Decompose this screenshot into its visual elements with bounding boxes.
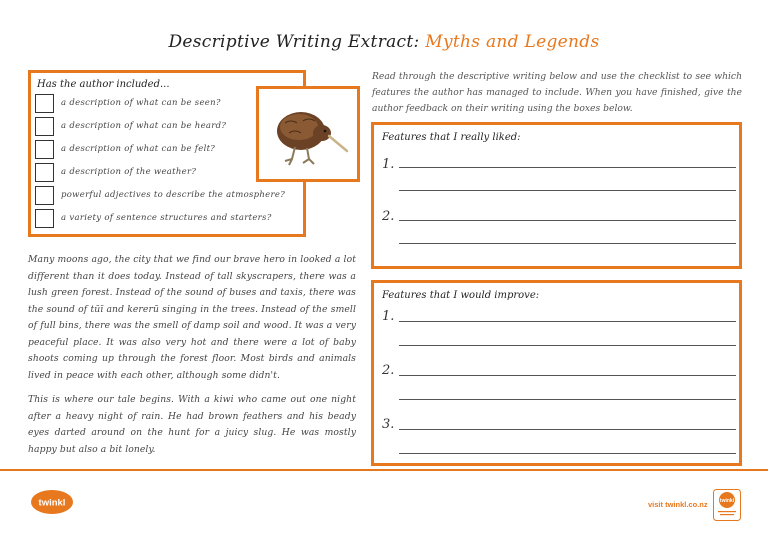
writing-line[interactable] [399,375,736,376]
checkbox[interactable] [35,117,54,136]
line-number: 2. [382,363,395,378]
checkbox[interactable] [35,186,54,205]
writing-line[interactable] [399,345,736,346]
badge-text: twinkl [719,498,735,504]
story-text [28,252,356,466]
story-paragraph: Many moons ago, the city that we find our brave hero in looked a lot different than it does today. Instead of tall skyscrapers, there was a lush green forest. Instead of the sound of buses and taxis, there was the sound of tūī and kererū singing in the trees. Instead of the smell of full bins, there was the smell of damp soil and wood. It was a very peaceful place. It was also very hot and there were a lot of baby shoots coming up through the forest floor. Most birds and animals lived in peace with each other, although some didn't. [28,254,356,381]
checklist-item-label: a description of what can be seen? [61,98,221,108]
line-number: 3. [382,417,395,432]
line-number: 1. [382,157,395,172]
line-number: 2. [382,209,395,224]
writing-line[interactable] [399,453,736,454]
improve-title: Features that I would improve: [382,290,540,301]
writing-line[interactable] [399,321,736,322]
writing-line[interactable] [399,167,736,168]
writing-line[interactable] [399,429,736,430]
checklist-item-label: a description of what can be heard? [61,121,227,131]
checkbox[interactable] [35,209,54,228]
liked-title: Features that I really liked: [382,132,521,143]
visit-link[interactable]: visit twinkl.co.nz [648,500,708,509]
checklist-item-label: a variety of sentence structures and starters? [61,213,272,223]
kiwi-picture [256,86,360,182]
checkbox[interactable] [35,140,54,159]
title-main: Descriptive Writing Extract: [168,32,420,52]
twinkl-logo[interactable] [30,488,74,515]
writing-line[interactable] [399,243,736,244]
kiwi-bird-icon [259,89,357,179]
story-paragraph: This is where our tale begins. With a kiwi who came out one night after a heavy night of rain. He had brown feathers and his beady eyes darted around on the hunt for a juicy slug. He was mostly happy but also a bit lonely. [28,394,356,455]
writing-line[interactable] [399,399,736,400]
checklist-item-label: powerful adjectives to describe the atmosphere? [61,190,286,200]
instructions: Read through the descriptive writing below and use the checklist to see which features the author has managed to include. When you have finished, give the author feedback on their writing using the boxes below. [372,71,742,114]
improve-feedback-box [371,280,742,466]
writing-line[interactable] [399,220,736,221]
writing-line[interactable] [399,190,736,191]
page-title [0,32,768,52]
title-accent: Myths and Legends [425,32,600,52]
checkbox[interactable] [35,163,54,182]
quality-badge [713,489,741,521]
checklist-item-label: a description of the weather? [61,167,197,177]
checklist-item-label: a description of what can be felt? [61,144,216,154]
footer-divider [0,469,768,471]
checklist-title: Has the author included... [37,79,170,90]
logo-text: twinkl [38,497,66,509]
checkbox[interactable] [35,94,54,113]
line-number: 1. [382,309,395,324]
liked-feedback-box [371,122,742,269]
